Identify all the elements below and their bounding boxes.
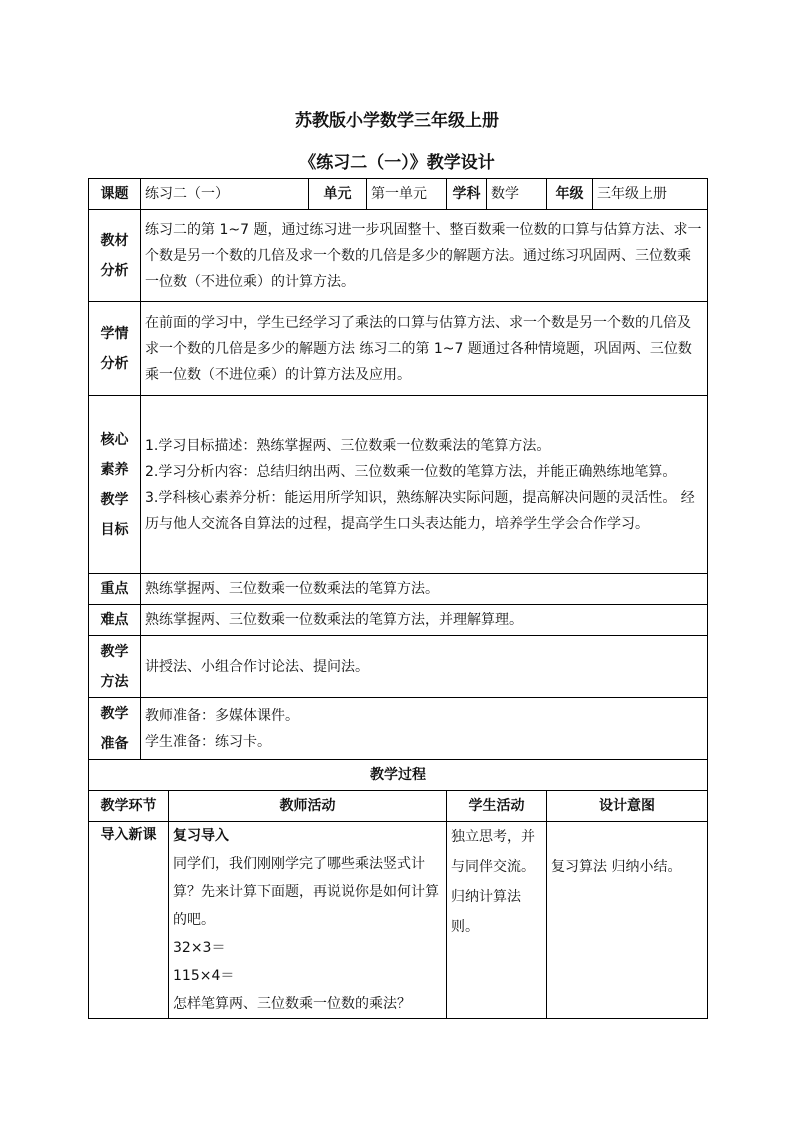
prep-text <box>141 698 708 760</box>
col-teacher: 教师活动 <box>169 791 447 822</box>
method-text: 讲授法、小组合作讨论法、提问法。 <box>141 636 708 698</box>
teacher-activity-title: 复习导入 <box>173 828 229 844</box>
subject-value: 数学 <box>487 179 547 210</box>
stage-cell: 导入新课 <box>89 822 169 1019</box>
process-row <box>89 822 708 1019</box>
goal-item: 1.学习目标描述：熟练掌握两、三位数乘一位数乘法的笔算方法。 <box>145 437 551 454</box>
prep-label: 教学 准备 <box>89 698 141 760</box>
teacher-prep: 教师准备：多媒体课件。 <box>145 707 299 724</box>
learner-row <box>89 302 708 396</box>
textbook-row <box>89 210 708 302</box>
goals-row <box>89 396 708 574</box>
equations: 32×3＝ 115×4＝ <box>173 940 235 984</box>
col-intent: 设计意图 <box>547 791 708 822</box>
unit-label: 单元 <box>309 179 367 210</box>
student-prep: 学生准备：练习卡。 <box>145 733 271 750</box>
learner-text: 在前面的学习中，学生已经学习了乘法的口算与估算方法、求一个数是另一个数的几倍及求一个数的几倍是多少的解题方法 练习二的第 1~7 题通过各种情境题，巩固两、三位数乘一位数（不进位乘）的计算方法及应用。 <box>141 302 708 396</box>
key-label: 重点 <box>89 574 141 605</box>
design-intent: 复习算法 归纳小结。 <box>547 822 708 1019</box>
student-activity: 独立思考，并与同伴交流。归纳计算法则。 <box>447 822 547 1019</box>
grade-label: 年级 <box>547 179 593 210</box>
teacher-activity-text: 同学们，我们刚刚学完了哪些乘法竖式计算？先来计算下面题，再说说你是如何计算的吧。 <box>173 856 439 928</box>
textbook-label: 教材 分析 <box>89 210 141 302</box>
method-row <box>89 636 708 698</box>
method-label: 教学 方法 <box>89 636 141 698</box>
key-text: 熟练掌握两、三位数乘一位数乘法的笔算方法。 <box>141 574 708 605</box>
subject-label: 学科 <box>447 179 487 210</box>
document-title: 苏教版小学数学三年级上册 <box>295 111 499 131</box>
teacher-question: 怎样笔算两、三位数乘一位数的乘法？ <box>173 996 411 1012</box>
process-columns-row <box>89 791 708 822</box>
difficulty-row <box>89 605 708 636</box>
meta-row <box>89 179 708 210</box>
learner-label: 学情 分析 <box>89 302 141 396</box>
document-subtitle: 《练习二（一）》教学设计 <box>299 153 495 173</box>
key-row <box>89 574 708 605</box>
col-student: 学生活动 <box>447 791 547 822</box>
col-stage: 教学环节 <box>89 791 169 822</box>
goals-text <box>141 396 708 574</box>
difficulty-label: 难点 <box>89 605 141 636</box>
teacher-activity <box>169 822 447 1019</box>
prep-row <box>89 698 708 760</box>
process-header: 教学过程 <box>89 760 708 791</box>
textbook-text: 练习二的第 1~7 题，通过练习进一步巩固整十、整百数乘一位数的口算与估算方法、求一个数是另一个数的几倍及求一个数的几倍是多少的解题方法。通过练习巩固两、三位数乘一位数（不进位乘）的计算方法。 <box>141 210 708 302</box>
goal-item: 2.学习分析内容：总结归纳出两、三位数乘一位数的笔算方法，并能正确熟练地笔算。 <box>145 463 677 480</box>
topic-label: 课题 <box>89 179 141 210</box>
difficulty-text: 熟练掌握两、三位数乘一位数乘法的笔算方法，并理解算理。 <box>141 605 708 636</box>
grade-value: 三年级上册 <box>593 179 708 210</box>
process-header-row <box>89 760 708 791</box>
goals-label: 核心 素养 教学 目标 <box>89 396 141 574</box>
unit-value: 第一单元 <box>367 179 447 210</box>
topic-value: 练习二（一） <box>141 179 309 210</box>
lesson-plan-table <box>88 178 708 1019</box>
goal-item: 3.学科核心素养分析：能运用所学知识，熟练解决实际问题，提高解决问题的灵活性。 经历与他人交流各自算法的过程，提高学生口头表达能力，培养学生学会合作学习。 <box>145 489 695 532</box>
